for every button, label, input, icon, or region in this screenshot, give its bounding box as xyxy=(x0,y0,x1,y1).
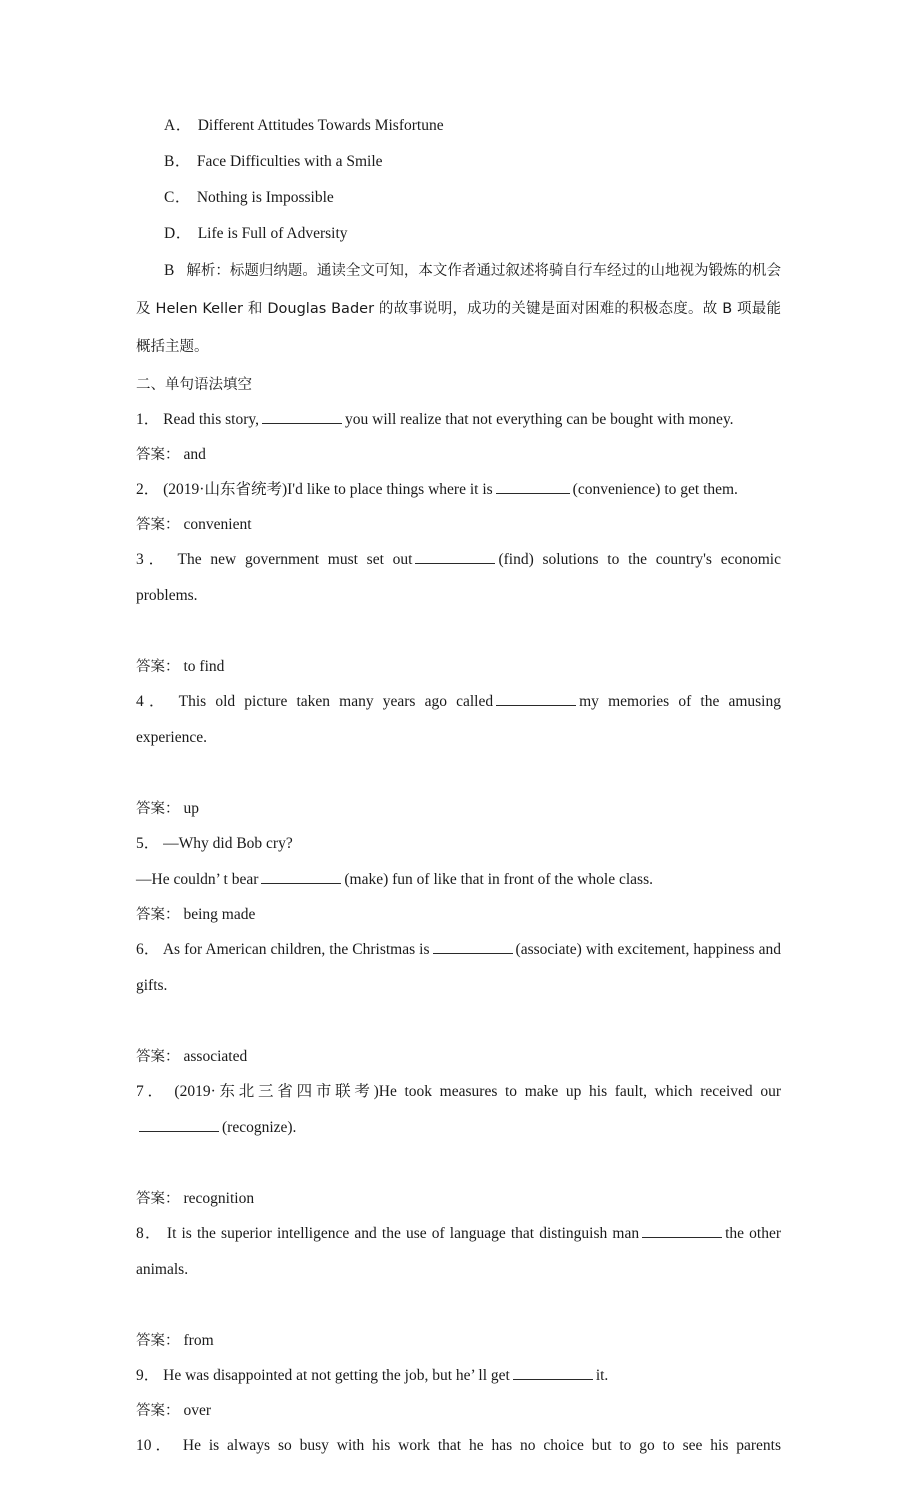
answer-value: and xyxy=(183,446,206,463)
question-number: 6． xyxy=(136,941,160,958)
choice-text: Nothing is Impossible xyxy=(196,189,334,206)
choice-letter: A． xyxy=(164,117,192,134)
question-number: 7． xyxy=(136,1083,167,1100)
stem-part-1: (2019·东北三省四市联考)He took measures to make up his fault, which received our xyxy=(174,1083,781,1100)
question-prompt xyxy=(136,826,781,862)
question-number: 8． xyxy=(136,1225,162,1242)
question-stem xyxy=(136,402,781,438)
question-stem xyxy=(136,1216,781,1324)
answer-value: convenient xyxy=(183,516,252,533)
choice-text: Life is Full of Adversity xyxy=(197,225,348,242)
question-stem xyxy=(136,932,781,1040)
analysis-paragraph xyxy=(136,252,781,366)
stem-part-2: you will realize that not everything can be bought with money. xyxy=(345,411,734,428)
answer-label: 答案： xyxy=(136,801,180,817)
answer-label: 答案： xyxy=(136,907,180,923)
question-number: 2． xyxy=(136,481,160,498)
question-10 xyxy=(136,1428,781,1500)
question-stem xyxy=(136,1358,781,1394)
answer-value: from xyxy=(183,1332,214,1349)
section-heading: 二、单句语法填空 xyxy=(136,377,252,393)
choice-list xyxy=(136,108,781,252)
fill-in-blank[interactable] xyxy=(139,1118,219,1132)
stem-part-2: my memories of the amusing experience. xyxy=(136,693,781,746)
stem-part-2: (convenience) to get them. xyxy=(572,481,738,498)
fill-in-blank[interactable] xyxy=(261,870,341,884)
answer-line xyxy=(136,1182,781,1216)
question-stem xyxy=(136,1428,781,1500)
choice-option-a xyxy=(136,108,781,144)
answer-value: associated xyxy=(183,1048,248,1065)
question-stem xyxy=(136,862,781,898)
question-7 xyxy=(136,1074,781,1216)
stem-part-2: (recognize). xyxy=(222,1119,297,1136)
answer-label: 答案： xyxy=(136,447,180,463)
stem-part-1: As for American children, the Christmas is xyxy=(162,941,430,958)
stem-part-1: He is always so busy with his work that he has no choice but to go to see his parents xyxy=(182,1437,781,1454)
stem-part-2: (find) solutions to the country's economic problems. xyxy=(136,551,781,604)
stem-part-2: (associate) with excitement, happiness and gifts. xyxy=(136,941,781,994)
choice-option-b xyxy=(136,144,781,180)
question-8 xyxy=(136,1216,781,1358)
question-number: 5． xyxy=(136,835,160,852)
answer-line xyxy=(136,898,781,932)
choice-text: Different Attitudes Towards Misfortune xyxy=(197,117,444,134)
analysis-text: 解析：标题归纳题。通读全文可知，本文作者通过叙述将骑自行车经过的山地视为锻炼的机会及 Helen Keller 和 Douglas Bader 的故事说明，成功的关键是面对困难的积极态度。故 B 项最能概括主题。 xyxy=(136,263,781,355)
question-number: 4． xyxy=(136,693,170,710)
stem-part-1: This old picture taken many years ago called xyxy=(178,693,494,710)
choice-option-d xyxy=(136,216,781,252)
stem-part-1: He was disappointed at not getting the job, but he’ ll get xyxy=(163,1367,510,1384)
fill-in-blank[interactable] xyxy=(262,410,342,424)
question-5 xyxy=(136,826,781,932)
stem-part-1: (2019·山东省统考)I'd like to place things where it is xyxy=(163,481,493,498)
question-number: 9． xyxy=(136,1367,160,1384)
answer-value: recognition xyxy=(183,1190,255,1207)
answer-label: 答案： xyxy=(136,517,180,533)
answer-line xyxy=(136,1394,781,1428)
fill-in-blank[interactable] xyxy=(642,1224,722,1238)
question-9 xyxy=(136,1358,781,1428)
stem-part-2: it. xyxy=(595,1367,609,1384)
stem-part-1: The new government must set out xyxy=(177,551,413,568)
fill-in-blank[interactable] xyxy=(513,1366,593,1380)
answer-line xyxy=(136,792,781,826)
dialogue-line-1: —Why did Bob cry? xyxy=(163,835,293,852)
question-number: 10． xyxy=(136,1437,175,1454)
question-stem xyxy=(136,542,781,650)
stem-part-2: the other animals. xyxy=(136,1225,781,1278)
choice-letter: C． xyxy=(164,189,191,206)
answer-value: to find xyxy=(183,658,225,675)
answer-label: 答案： xyxy=(136,1403,180,1419)
stem-part-2: (make) fun of like that in front of the whole class. xyxy=(344,871,653,888)
answer-line xyxy=(136,508,781,542)
analysis-answer-letter: B xyxy=(164,262,175,279)
answer-value: over xyxy=(183,1402,212,1419)
answer-line xyxy=(136,650,781,684)
page-body xyxy=(136,108,781,1500)
answer-label: 答案： xyxy=(136,1333,180,1349)
answer-value: being made xyxy=(183,906,256,923)
answer-line xyxy=(136,438,781,472)
question-2 xyxy=(136,472,781,542)
question-stem xyxy=(136,472,781,508)
choice-option-c xyxy=(136,180,781,216)
stem-part-1: Read this story, xyxy=(163,411,260,428)
answer-label: 答案： xyxy=(136,1191,180,1207)
fill-in-blank[interactable] xyxy=(496,480,570,494)
question-4 xyxy=(136,684,781,826)
stem-part-1: It is the superior intelligence and the use of language that distinguish man xyxy=(166,1225,640,1242)
fill-in-blank[interactable] xyxy=(496,692,576,706)
question-number: 1． xyxy=(136,411,160,428)
choice-letter: B． xyxy=(164,153,191,170)
answer-line xyxy=(136,1324,781,1358)
answer-line xyxy=(136,1040,781,1074)
question-3 xyxy=(136,542,781,684)
answer-label: 答案： xyxy=(136,1049,180,1065)
choice-letter: D． xyxy=(164,225,192,242)
question-stem xyxy=(136,1074,781,1182)
question-number: 3． xyxy=(136,551,170,568)
stem-part-1: —He couldn’ t bear xyxy=(136,871,259,888)
fill-in-blank[interactable] xyxy=(433,940,513,954)
choice-text: Face Difficulties with a Smile xyxy=(196,153,383,170)
answer-label: 答案： xyxy=(136,659,180,675)
answer-value: up xyxy=(183,800,199,817)
fill-in-blank[interactable] xyxy=(415,550,495,564)
question-stem xyxy=(136,684,781,792)
question-1 xyxy=(136,402,781,472)
question-6 xyxy=(136,932,781,1074)
